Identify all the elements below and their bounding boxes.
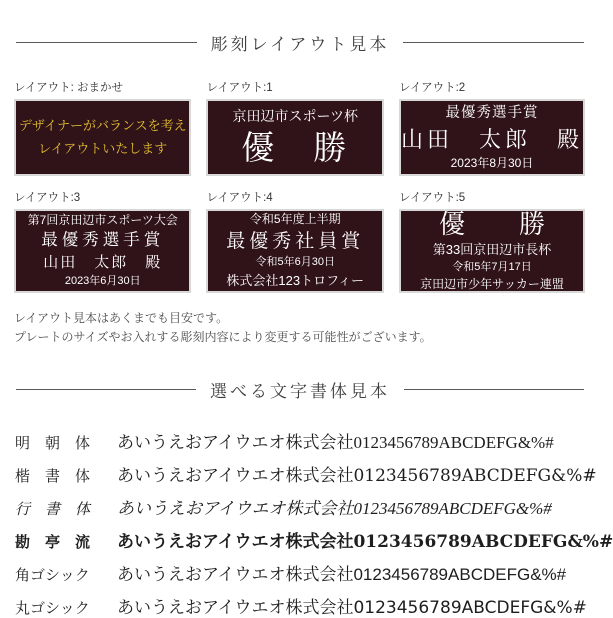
- layout-label: レイアウト:2: [398, 82, 466, 94]
- layout-label: レイアウト:5: [398, 192, 466, 204]
- plate-line: 山田 太郎 殿: [43, 254, 163, 272]
- layout-label: レイアウト:3: [14, 192, 81, 204]
- layout-sample-omakase: [14, 79, 191, 176]
- layout-sample-grid: [14, 79, 585, 293]
- plate-line: 優 勝: [438, 209, 559, 239]
- font-name: 行 書 体: [15, 502, 91, 519]
- plate-line: 第33回京田辺市長杯: [432, 242, 552, 258]
- plate-line: 2023年8月30日: [450, 155, 534, 170]
- layout-sample-4: [206, 189, 384, 293]
- font-sample-text: あいうえおアイウエオ株式会社0123456789ABCDEFG&%#: [117, 532, 613, 553]
- font-sample-text: あいうえおアイウエオ株式会社0123456789ABCDEFG&%#: [117, 433, 554, 453]
- layout-sample-5: [399, 189, 585, 293]
- plate-line: 令和5年7月17日: [452, 260, 532, 273]
- font-name: 角ゴシック: [15, 567, 90, 585]
- disclaimer-line-1: レイアウト見本はあくまでも目安です。: [14, 311, 229, 325]
- layout-label: レイアウト:4: [206, 192, 273, 204]
- font-name: 丸ゴシック: [15, 599, 90, 618]
- engraving-plate-2: [399, 99, 585, 176]
- plate-line: 最優秀選手賞: [41, 231, 165, 250]
- plate-line: 令和5年度上半期: [249, 212, 341, 227]
- engraving-plate-3: [14, 209, 191, 293]
- header-rule-right: [404, 389, 584, 390]
- font-sample-text: あいうえおアイウエオ株式会社0123456789ABCDEFG&%#: [117, 565, 567, 585]
- font-row-maru-gothic: [15, 593, 600, 618]
- font-specimen-table: [15, 428, 613, 618]
- plate-line: 優 勝: [241, 128, 350, 166]
- font-name: 明 朝 体: [15, 436, 91, 453]
- plate-line: 京田辺市少年サッカー連盟: [420, 276, 564, 291]
- layout-label: レイアウト: おまかせ: [14, 82, 123, 94]
- font-sample-text: あいうえおアイウエオ株式会社0123456789ABCDEFG&%#: [117, 499, 552, 519]
- font-name: 勘 亭 流: [15, 533, 91, 552]
- font-row-mincho: [15, 428, 600, 453]
- layout-section-title: 彫刻レイアウト見本: [210, 35, 390, 54]
- layout-sample-2: [399, 79, 585, 176]
- header-rule-left: [16, 42, 197, 43]
- font-row-kaku-gothic: [15, 560, 600, 585]
- engraving-plate-1: [206, 99, 384, 176]
- font-row-gyosho: [15, 494, 600, 519]
- font-row-kaisho: [15, 461, 600, 486]
- plate-line: 株式会社123トロフィー: [226, 273, 365, 289]
- font-section-header: [16, 347, 584, 402]
- plate-line: 京田辺市スポーツ杯: [232, 108, 358, 125]
- layout-section-header: [16, 0, 584, 55]
- disclaimer-line-2: プレートのサイズやお入れする彫刻内容により変更する可能性がございます。: [14, 330, 432, 345]
- engraving-plate-omakase: [14, 99, 191, 176]
- plate-line: デザイナーがバランスを考え: [18, 118, 187, 134]
- plate-line: 令和5年6月30日: [255, 256, 335, 269]
- header-rule-right: [403, 42, 584, 43]
- font-sample-text: あいうえおアイウエオ株式会社0123456789ABCDEFG&%#: [117, 598, 587, 618]
- font-sample-text: あいうえおアイウエオ株式会社0123456789ABCDEFG&%#: [117, 466, 597, 487]
- layout-sample-1: [206, 79, 384, 176]
- header-rule-left: [16, 389, 196, 390]
- font-section-title: 選べる文字書体見本: [210, 382, 390, 402]
- plate-line: 最優秀社員賞: [226, 230, 365, 252]
- engraving-plate-4: [206, 209, 384, 293]
- plate-line: 山田 太郎 殿: [400, 126, 583, 152]
- engraving-plate-5: [399, 209, 585, 293]
- plate-line: 2023年6月30日: [64, 275, 141, 288]
- layout-label: レイアウト:1: [206, 82, 273, 94]
- plate-line: 第7回京田辺市スポーツ大会: [27, 212, 178, 227]
- plate-line: 最優秀選手賞: [445, 105, 539, 122]
- layout-disclaimer: [14, 309, 600, 347]
- font-row-kanteiryu: [15, 527, 613, 553]
- layout-sample-3: [14, 189, 191, 293]
- font-name: 楷 書 体: [15, 467, 91, 486]
- plate-line: レイアウトいたします: [38, 140, 168, 156]
